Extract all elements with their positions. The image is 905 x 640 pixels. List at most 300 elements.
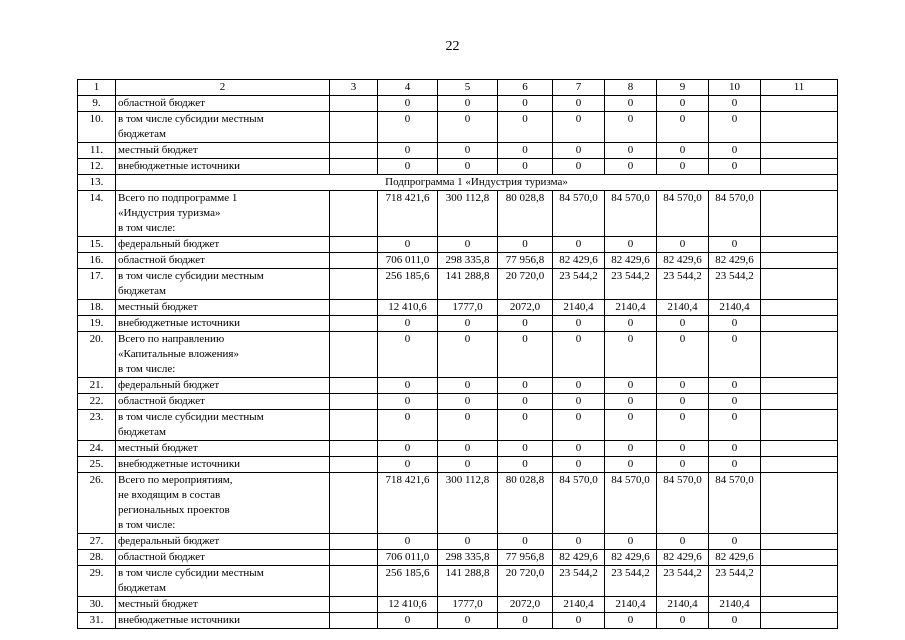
row-number: 16.	[78, 253, 116, 269]
value-cell: 0	[553, 112, 605, 143]
row-number: 19.	[78, 316, 116, 332]
row-label	[116, 566, 330, 597]
row-label-line: региональных проектов	[118, 504, 230, 516]
row-number: 11.	[78, 143, 116, 159]
table-row	[78, 332, 838, 378]
value-cell: 23 544,2	[709, 269, 761, 300]
row-label	[116, 332, 330, 378]
table-row	[78, 112, 838, 143]
value-cell: 0	[709, 237, 761, 253]
value-cell: 0	[438, 457, 498, 473]
value-cell: 23 544,2	[657, 269, 709, 300]
value-cell: 0	[438, 613, 498, 629]
row-label-line: не входящим в состав	[118, 489, 221, 501]
column-header: 1	[78, 80, 116, 96]
value-cell: 82 429,6	[657, 550, 709, 566]
value-cell: 84 570,0	[553, 473, 605, 534]
value-cell: 718 421,6	[378, 191, 438, 237]
value-cell: 82 429,6	[605, 550, 657, 566]
value-cell: 0	[438, 394, 498, 410]
table-row	[78, 269, 838, 300]
row-label	[116, 441, 330, 457]
value-cell: 0	[498, 378, 553, 394]
value-cell: 2072,0	[498, 300, 553, 316]
col3-cell	[330, 550, 378, 566]
value-cell: 80 028,8	[498, 191, 553, 237]
row-label-line: областной бюджет	[118, 97, 205, 109]
value-cell: 77 956,8	[498, 253, 553, 269]
row-label-line: в том числе:	[118, 519, 176, 531]
value-cell: 80 028,8	[498, 473, 553, 534]
value-cell: 2140,4	[709, 300, 761, 316]
column-header: 8	[605, 80, 657, 96]
value-cell: 82 429,6	[709, 550, 761, 566]
row-number: 24.	[78, 441, 116, 457]
value-cell: 82 429,6	[605, 253, 657, 269]
col11-cell	[761, 378, 838, 394]
col11-cell	[761, 597, 838, 613]
row-label-line: бюджетам	[118, 128, 166, 140]
table-row	[78, 378, 838, 394]
row-label-line: местный бюджет	[118, 301, 198, 313]
value-cell: 0	[438, 159, 498, 175]
value-cell: 0	[378, 457, 438, 473]
col3-cell	[330, 269, 378, 300]
col3-cell	[330, 534, 378, 550]
col3-cell	[330, 332, 378, 378]
col11-cell	[761, 269, 838, 300]
row-label-line: местный бюджет	[118, 598, 198, 610]
value-cell: 0	[378, 534, 438, 550]
row-label	[116, 112, 330, 143]
value-cell: 0	[498, 410, 553, 441]
value-cell: 718 421,6	[378, 473, 438, 534]
col11-cell	[761, 237, 838, 253]
table-row	[78, 159, 838, 175]
table-row	[78, 441, 838, 457]
value-cell: 0	[657, 441, 709, 457]
row-number: 15.	[78, 237, 116, 253]
column-header: 7	[553, 80, 605, 96]
col3-cell	[330, 191, 378, 237]
value-cell: 0	[438, 316, 498, 332]
col11-cell	[761, 441, 838, 457]
row-number: 9.	[78, 96, 116, 112]
row-number: 25.	[78, 457, 116, 473]
value-cell: 0	[657, 534, 709, 550]
value-cell: 0	[709, 457, 761, 473]
row-number: 27.	[78, 534, 116, 550]
value-cell: 0	[605, 457, 657, 473]
row-label-line: внебюджетные источники	[118, 317, 241, 329]
value-cell: 0	[657, 237, 709, 253]
value-cell: 0	[553, 316, 605, 332]
value-cell: 0	[605, 112, 657, 143]
col11-cell	[761, 457, 838, 473]
value-cell: 0	[438, 534, 498, 550]
value-cell: 0	[709, 534, 761, 550]
column-header: 3	[330, 80, 378, 96]
col11-cell	[761, 143, 838, 159]
value-cell: 0	[605, 378, 657, 394]
col3-cell	[330, 143, 378, 159]
row-label-line: бюджетам	[118, 285, 166, 297]
value-cell: 0	[709, 332, 761, 378]
value-cell: 0	[657, 143, 709, 159]
value-cell: 23 544,2	[657, 566, 709, 597]
col3-cell	[330, 566, 378, 597]
value-cell: 23 544,2	[553, 566, 605, 597]
value-cell: 0	[378, 332, 438, 378]
col11-cell	[761, 473, 838, 534]
row-label	[116, 457, 330, 473]
value-cell: 0	[498, 394, 553, 410]
row-label	[116, 316, 330, 332]
page-number: 22	[445, 39, 460, 54]
value-cell: 84 570,0	[657, 191, 709, 237]
column-header: 6	[498, 80, 553, 96]
value-cell: 0	[605, 143, 657, 159]
column-header: 5	[438, 80, 498, 96]
row-label-line: в том числе субсидии местным	[118, 567, 264, 579]
column-header: 2	[116, 80, 330, 96]
subprogram-title: Подпрограмма 1 «Индустрия туризма»	[116, 175, 838, 191]
row-number: 20.	[78, 332, 116, 378]
col11-cell	[761, 253, 838, 269]
col3-cell	[330, 316, 378, 332]
value-cell: 1777,0	[438, 300, 498, 316]
col3-cell	[330, 112, 378, 143]
row-label-line: внебюджетные источники	[118, 458, 241, 470]
value-cell: 0	[498, 143, 553, 159]
col11-cell	[761, 394, 838, 410]
value-cell: 2072,0	[498, 597, 553, 613]
table-row	[78, 316, 838, 332]
value-cell: 298 335,8	[438, 253, 498, 269]
col11-cell	[761, 550, 838, 566]
row-number: 31.	[78, 613, 116, 629]
table-row	[78, 534, 838, 550]
row-number: 28.	[78, 550, 116, 566]
row-label-line: в том числе субсидии местным	[118, 270, 264, 282]
row-number: 21.	[78, 378, 116, 394]
col3-cell	[330, 253, 378, 269]
value-cell: 0	[657, 316, 709, 332]
row-label	[116, 143, 330, 159]
value-cell: 0	[709, 316, 761, 332]
value-cell: 77 956,8	[498, 550, 553, 566]
value-cell: 0	[709, 441, 761, 457]
row-label	[116, 550, 330, 566]
row-number: 30.	[78, 597, 116, 613]
row-label-line: внебюджетные источники	[118, 160, 241, 172]
row-label-line: федеральный бюджет	[118, 238, 220, 250]
value-cell: 84 570,0	[605, 191, 657, 237]
value-cell: 706 011,0	[378, 253, 438, 269]
value-cell: 0	[378, 237, 438, 253]
col11-cell	[761, 613, 838, 629]
value-cell: 0	[553, 143, 605, 159]
value-cell: 0	[378, 394, 438, 410]
table-row	[78, 143, 838, 159]
value-cell: 0	[709, 96, 761, 112]
value-cell: 0	[498, 316, 553, 332]
value-cell: 0	[553, 410, 605, 441]
value-cell: 82 429,6	[657, 253, 709, 269]
value-cell: 0	[657, 410, 709, 441]
row-number: 12.	[78, 159, 116, 175]
value-cell: 0	[605, 613, 657, 629]
value-cell: 0	[657, 332, 709, 378]
row-label	[116, 410, 330, 441]
col11-cell	[761, 410, 838, 441]
value-cell: 84 570,0	[605, 473, 657, 534]
col11-cell	[761, 96, 838, 112]
value-cell: 0	[657, 613, 709, 629]
col3-cell	[330, 300, 378, 316]
col11-cell	[761, 191, 838, 237]
table-row	[78, 566, 838, 597]
value-cell: 0	[378, 316, 438, 332]
value-cell: 0	[438, 112, 498, 143]
table-row	[78, 253, 838, 269]
row-label	[116, 159, 330, 175]
value-cell: 0	[553, 378, 605, 394]
value-cell: 0	[378, 441, 438, 457]
row-label-line: федеральный бюджет	[118, 379, 220, 391]
row-label-line: областной бюджет	[118, 254, 205, 266]
value-cell: 0	[605, 394, 657, 410]
table-row	[78, 410, 838, 441]
value-cell: 84 570,0	[709, 473, 761, 534]
value-cell: 2140,4	[657, 597, 709, 613]
value-cell: 0	[498, 613, 553, 629]
value-cell: 2140,4	[553, 597, 605, 613]
table-row	[78, 613, 838, 629]
value-cell: 0	[553, 441, 605, 457]
value-cell: 0	[709, 378, 761, 394]
col11-cell	[761, 159, 838, 175]
value-cell: 84 570,0	[657, 473, 709, 534]
value-cell: 82 429,6	[709, 253, 761, 269]
value-cell: 0	[657, 112, 709, 143]
table-row	[78, 300, 838, 316]
row-label-line: местный бюджет	[118, 442, 198, 454]
row-label-line: в том числе:	[118, 222, 176, 234]
value-cell: 12 410,6	[378, 300, 438, 316]
row-label	[116, 597, 330, 613]
row-label-line: «Капитальные вложения»	[118, 348, 239, 360]
value-cell: 0	[553, 159, 605, 175]
row-label	[116, 473, 330, 534]
value-cell: 0	[605, 96, 657, 112]
value-cell: 0	[498, 441, 553, 457]
col11-cell	[761, 300, 838, 316]
row-number: 17.	[78, 269, 116, 300]
budget-table	[77, 79, 838, 629]
value-cell: 23 544,2	[605, 269, 657, 300]
value-cell: 0	[378, 378, 438, 394]
table-row	[78, 394, 838, 410]
value-cell: 0	[657, 457, 709, 473]
value-cell: 0	[498, 96, 553, 112]
value-cell: 0	[605, 316, 657, 332]
col3-cell	[330, 410, 378, 441]
col3-cell	[330, 394, 378, 410]
col11-cell	[761, 316, 838, 332]
row-label-line: «Индустрия туризма»	[118, 207, 221, 219]
value-cell: 0	[709, 410, 761, 441]
value-cell: 0	[438, 410, 498, 441]
row-number: 26.	[78, 473, 116, 534]
col3-cell	[330, 96, 378, 112]
row-label	[116, 534, 330, 550]
value-cell: 20 720,0	[498, 566, 553, 597]
value-cell: 0	[709, 394, 761, 410]
value-cell: 0	[498, 159, 553, 175]
value-cell: 2140,4	[709, 597, 761, 613]
value-cell: 706 011,0	[378, 550, 438, 566]
value-cell: 256 185,6	[378, 269, 438, 300]
row-label-line: внебюджетные источники	[118, 614, 241, 626]
value-cell: 0	[553, 237, 605, 253]
value-cell: 84 570,0	[709, 191, 761, 237]
row-label	[116, 300, 330, 316]
table-body	[78, 80, 838, 629]
column-header: 4	[378, 80, 438, 96]
col3-cell	[330, 597, 378, 613]
column-header: 11	[761, 80, 838, 96]
value-cell: 0	[438, 378, 498, 394]
value-cell: 82 429,6	[553, 253, 605, 269]
table-row	[78, 96, 838, 112]
table-row	[78, 597, 838, 613]
column-header: 10	[709, 80, 761, 96]
value-cell: 0	[657, 159, 709, 175]
col11-cell	[761, 566, 838, 597]
value-cell: 0	[553, 613, 605, 629]
value-cell: 0	[378, 112, 438, 143]
value-cell: 0	[378, 143, 438, 159]
value-cell: 0	[498, 237, 553, 253]
value-cell: 300 112,8	[438, 191, 498, 237]
value-cell: 84 570,0	[553, 191, 605, 237]
col3-cell	[330, 237, 378, 253]
table-row	[78, 473, 838, 534]
col3-cell	[330, 457, 378, 473]
value-cell: 0	[657, 96, 709, 112]
value-cell: 300 112,8	[438, 473, 498, 534]
row-label-line: в том числе субсидии местным	[118, 113, 264, 125]
value-cell: 298 335,8	[438, 550, 498, 566]
row-label	[116, 378, 330, 394]
row-label-line: областной бюджет	[118, 551, 205, 563]
value-cell: 0	[605, 534, 657, 550]
col3-cell	[330, 441, 378, 457]
col11-cell	[761, 534, 838, 550]
value-cell: 0	[605, 410, 657, 441]
value-cell: 12 410,6	[378, 597, 438, 613]
value-cell: 20 720,0	[498, 269, 553, 300]
value-cell: 23 544,2	[553, 269, 605, 300]
value-cell: 0	[378, 613, 438, 629]
table-row	[78, 191, 838, 237]
value-cell: 0	[438, 441, 498, 457]
col11-cell	[761, 112, 838, 143]
row-label-line: Всего по подпрограмме 1	[118, 192, 238, 204]
col3-cell	[330, 613, 378, 629]
value-cell: 2140,4	[657, 300, 709, 316]
value-cell: 0	[438, 237, 498, 253]
value-cell: 0	[553, 534, 605, 550]
row-label	[116, 237, 330, 253]
row-label	[116, 191, 330, 237]
row-label	[116, 394, 330, 410]
value-cell: 0	[657, 394, 709, 410]
value-cell: 2140,4	[605, 597, 657, 613]
row-number: 23.	[78, 410, 116, 441]
value-cell: 0	[378, 159, 438, 175]
row-label-line: Всего по мероприятиям,	[118, 474, 233, 486]
value-cell: 0	[657, 378, 709, 394]
value-cell: 0	[709, 159, 761, 175]
value-cell: 0	[553, 457, 605, 473]
table-row	[78, 175, 838, 191]
value-cell: 0	[709, 613, 761, 629]
row-label-line: бюджетам	[118, 582, 166, 594]
row-label	[116, 269, 330, 300]
value-cell: 0	[378, 410, 438, 441]
value-cell: 0	[553, 394, 605, 410]
value-cell: 0	[498, 332, 553, 378]
value-cell: 0	[605, 159, 657, 175]
row-number: 22.	[78, 394, 116, 410]
value-cell: 0	[378, 96, 438, 112]
row-number: 13.	[78, 175, 116, 191]
value-cell: 0	[498, 457, 553, 473]
value-cell: 82 429,6	[553, 550, 605, 566]
row-label-line: федеральный бюджет	[118, 535, 220, 547]
row-label-line: бюджетам	[118, 426, 166, 438]
value-cell: 0	[709, 143, 761, 159]
value-cell: 141 288,8	[438, 269, 498, 300]
row-label	[116, 613, 330, 629]
value-cell: 23 544,2	[605, 566, 657, 597]
value-cell: 0	[438, 143, 498, 159]
value-cell: 256 185,6	[378, 566, 438, 597]
col3-cell	[330, 473, 378, 534]
row-number: 14.	[78, 191, 116, 237]
row-label-line: в том числе:	[118, 363, 176, 375]
col3-cell	[330, 159, 378, 175]
value-cell: 0	[709, 112, 761, 143]
col11-cell	[761, 332, 838, 378]
value-cell: 0	[605, 237, 657, 253]
col3-cell	[330, 378, 378, 394]
row-number: 10.	[78, 112, 116, 143]
value-cell: 2140,4	[605, 300, 657, 316]
value-cell: 0	[438, 96, 498, 112]
value-cell: 141 288,8	[438, 566, 498, 597]
value-cell: 0	[553, 332, 605, 378]
value-cell: 0	[498, 112, 553, 143]
row-label-line: Всего по направлению	[118, 333, 225, 345]
value-cell: 0	[498, 534, 553, 550]
row-number: 18.	[78, 300, 116, 316]
value-cell: 1777,0	[438, 597, 498, 613]
value-cell: 0	[438, 332, 498, 378]
value-cell: 0	[605, 332, 657, 378]
